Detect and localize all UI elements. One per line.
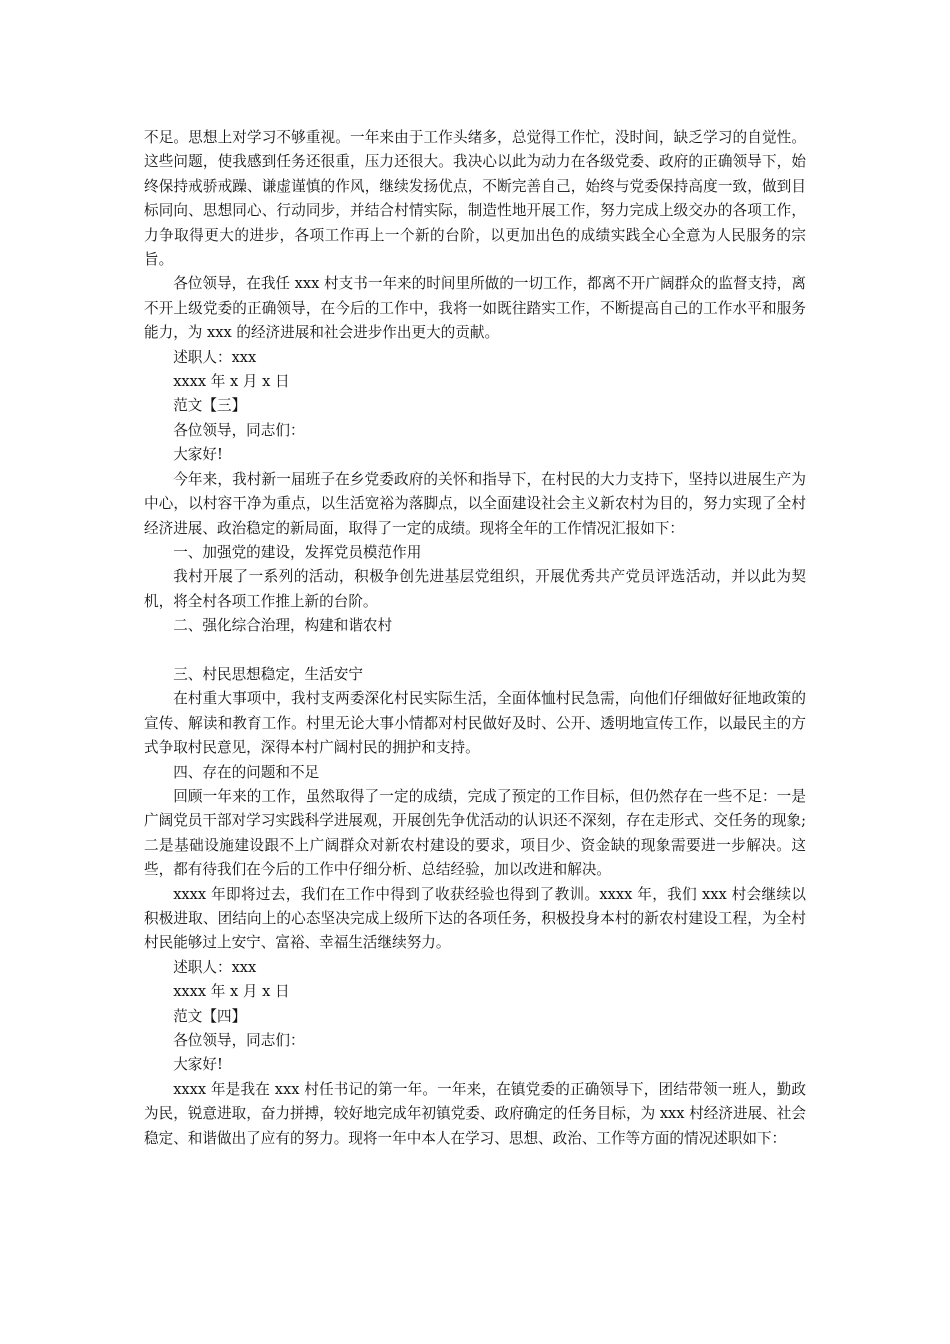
paragraph-party-building: 我村开展了一系列的活动，积极争创先进基层党组织，开展优秀共产党员评选活动，并以此为契机，将全村各项工作推上新的台阶。 <box>144 568 806 610</box>
subheading-3: 三、村民思想稳定，生活安宁 <box>173 665 363 683</box>
signature-line-2: 述职人：xxx <box>173 958 257 976</box>
subheading-1: 一、加强党的建设，发挥党员模范作用 <box>173 543 422 561</box>
date-line-2: xxxx 年 x 月 x 日 <box>173 983 290 1001</box>
paragraph-outlook: xxxx 年即将过去，我们在工作中得到了收获经验也得到了教训。xxxx 年，我们 xxx 村会继续以积极进取、团结向上的心态坚决完成上级所下达的各项任务，积极投身本村的新农村建设工程，为全村村民能够过上安宁、富裕、幸福生活继续努力。 <box>144 885 806 952</box>
paragraph-intro: 今年来，我村新一届班子在乡党委政府的关怀和指导下，在村民的大力支持下，坚持以进展生产为中心，以村容干净为重点，以生活宽裕为落脚点，以全面建设社会主义新农村为目的，努力实现了全村经济进展、政治稳定的新局面，取得了一定的成绩。现将全年的工作情况汇报如下： <box>144 470 806 537</box>
signature-line: 述职人：xxx <box>173 348 257 366</box>
salutation-line: 各位领导，同志们： <box>173 421 305 439</box>
paragraph-first-year: xxxx 年是我在 xxx 村任书记的第一年。一年来，在镇党委的正确领导下，团结带领一班人，勤政为民，锐意进取，奋力拼搏，较好地完成年初镇党委、政府确定的任务目标，为 xxx 村经济进展、社会稳定、和谐做出了应有的努力。现将一年中本人在学习、思想、政治、工作等方面的情况述职如下： <box>144 1080 806 1147</box>
subheading-4: 四、存在的问题和不足 <box>173 763 320 781</box>
document-page <box>144 126 806 1151</box>
date-line: xxxx 年 x 月 x 日 <box>173 373 290 391</box>
section-heading-example-3: 范文【三】 <box>173 397 247 415</box>
greeting-line-2: 大家好! <box>173 1056 223 1074</box>
greeting-line: 大家好! <box>173 446 223 464</box>
blank-line <box>144 639 806 663</box>
paragraph-villager-affairs: 在村重大事项中，我村支两委深化村民实际生活，全面体恤村民急需，向他们仔细做好征地政策的宣传、解读和教育工作。村里无论大事小情都对村民做好及时、公开、透明地宣传工作，以最民主的方式争取村民意见，深得本村广阔村民的拥护和支持。 <box>144 690 806 757</box>
section-heading-example-4: 范文【四】 <box>173 1007 247 1025</box>
paragraph-2: 各位领导，在我任 xxx 村支书一年来的时间里所做的一切工作，都离不开广阔群众的监督支持，离不开上级党委的正确领导，在今后的工作中，我将一如既往踏实工作，不断提高自己的工作水平和服务能力，为 xxx 的经济进展和社会进步作出更大的贡献。 <box>144 275 806 342</box>
salutation-line-2: 各位领导，同志们： <box>173 1032 305 1050</box>
paragraph-1: 不足。思想上对学习不够重视。一年来由于工作头绪多，总觉得工作忙，没时间，缺乏学习的自觉性。这些问题，使我感到任务还很重，压力还很大。我决心以此为动力在各级党委、政府的正确领导下，始终保持戒骄戒躁、谦虚谨慎的作风，继续发扬优点，不断完善自己，始终与党委保持高度一致，做到目标同向、思想同心、行动同步，并结合村情实际，制造性地开展工作，努力完成上级交办的各项工作，力争取得更大的进步，各项工作再上一个新的台阶，以更加出色的成绩实践全心全意为人民服务的宗旨。 <box>144 129 806 269</box>
paragraph-review: 回顾一年来的工作，虽然取得了一定的成绩，完成了预定的工作目标，但仍然存在一些不足：一是广阔党员干部对学习实践科学进展观，开展创先争优活动的认识还不深刻，存在走形式、交任务的现象;二是基础设施建设跟不上广阔群众对新农村建设的要求，项目少、资金缺的现象需要进一步解决。这些，都有待我们在今后的工作中仔细分析、总结经验，加以改进和解决。 <box>144 787 806 879</box>
subheading-2: 二、强化综合治理，构建和谐农村 <box>173 617 393 635</box>
